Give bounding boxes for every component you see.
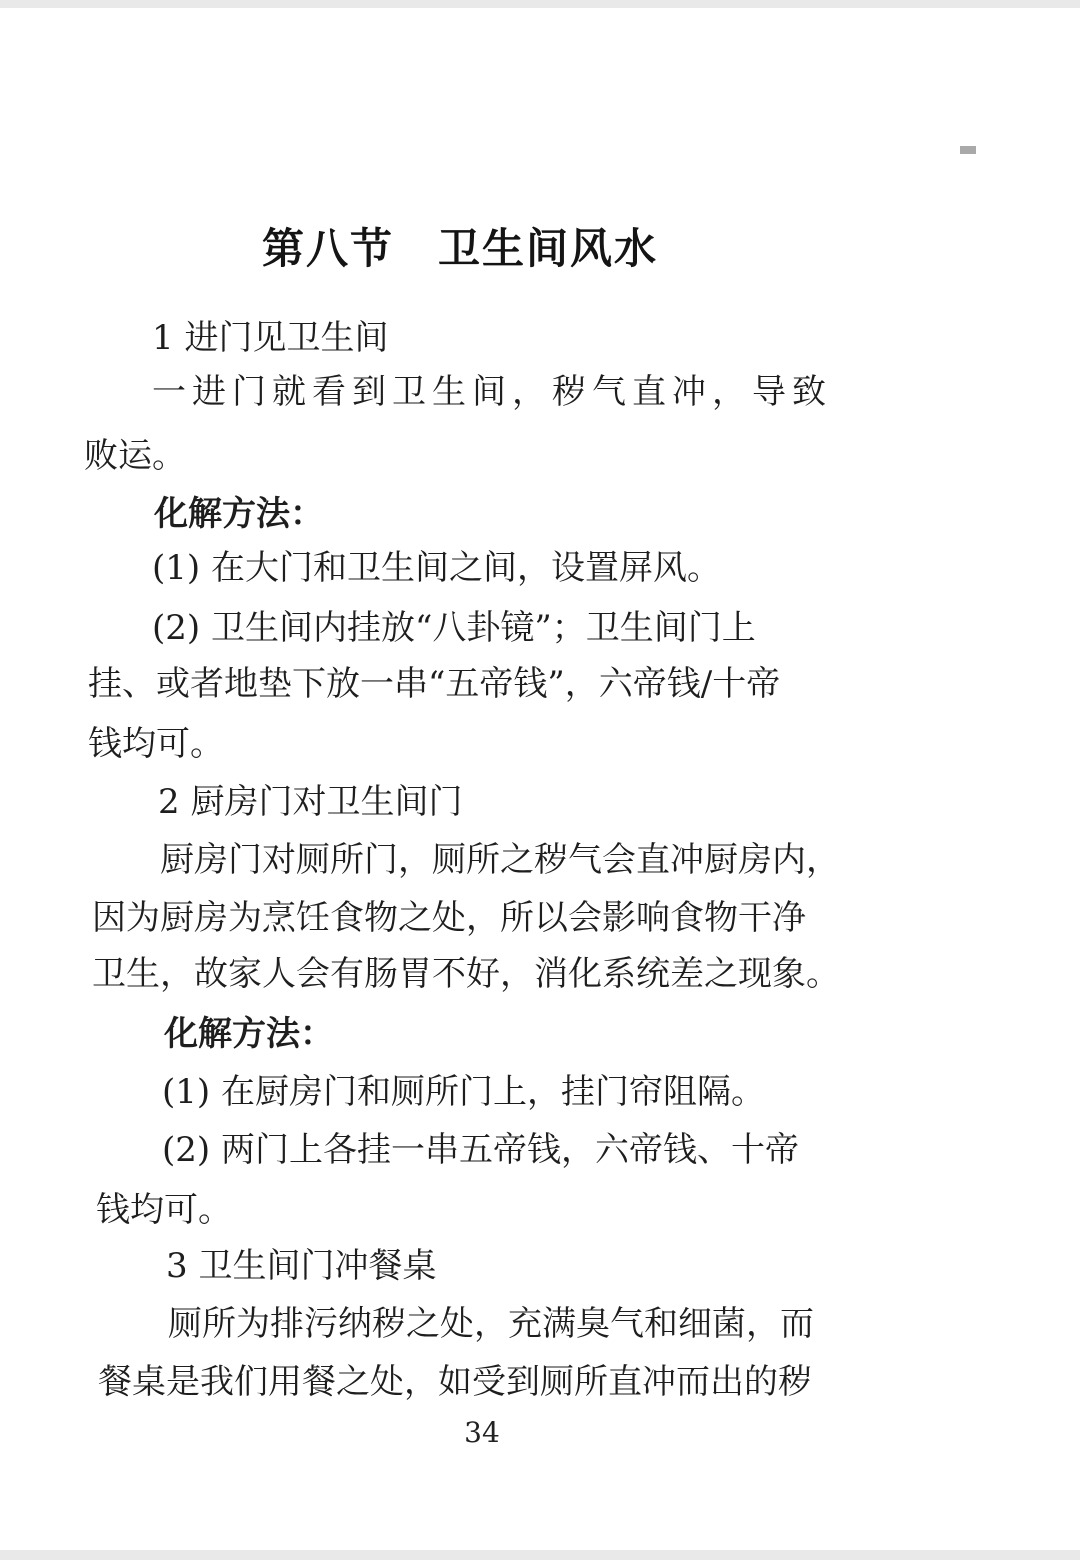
paragraph-line: 厕所为排污纳秽之处，充满臭气和细菌，而	[168, 1304, 814, 1344]
remedy-item: (1) 在大门和卫生间之间，设置屏风。	[152, 548, 721, 588]
heading-2: 2 厨房门对卫生间门	[158, 782, 463, 822]
remedy-heading: 化解方法：	[154, 494, 324, 534]
scan-mark	[960, 146, 976, 154]
paragraph-line: 卫生，故家人会有肠胃不好，消化系统差之现象。	[92, 954, 840, 994]
book-page	[0, 8, 1080, 1550]
paragraph-line: 厨房门对厕所门，厕所之秽气会直冲厨房内，	[160, 840, 840, 880]
page-number: 34	[464, 1416, 500, 1449]
section-title: 第八节 卫生间风水	[261, 224, 658, 273]
heading-3: 3 卫生间门冲餐桌	[166, 1246, 437, 1286]
paragraph-line: 因为厨房为烹饪食物之处，所以会影响食物干净	[92, 898, 806, 938]
paragraph-line: 挂、或者地垫下放一串“五帝钱”，六帝钱/十帝	[88, 664, 781, 704]
paragraph-line: 钱均可。	[88, 724, 224, 764]
remedy-item: (2) 两门上各挂一串五帝钱，六帝钱、十帝	[162, 1130, 799, 1170]
remedy-item: (1) 在厨房门和厕所门上，挂门帘阻隔。	[162, 1072, 765, 1112]
paragraph-line: 一进门就看到卫生间，秽气直冲，导致	[152, 372, 832, 412]
heading-1: 1 进门见卫生间	[152, 318, 389, 358]
paragraph-line: 败运。	[84, 436, 186, 476]
remedy-item: (2) 卫生间内挂放“八卦镜”；卫生间门上	[152, 608, 756, 648]
paragraph-line: 钱均可。	[96, 1190, 232, 1230]
remedy-heading: 化解方法：	[164, 1014, 334, 1054]
paragraph-line: 餐桌是我们用餐之处，如受到厕所直冲而出的秽	[98, 1362, 812, 1402]
